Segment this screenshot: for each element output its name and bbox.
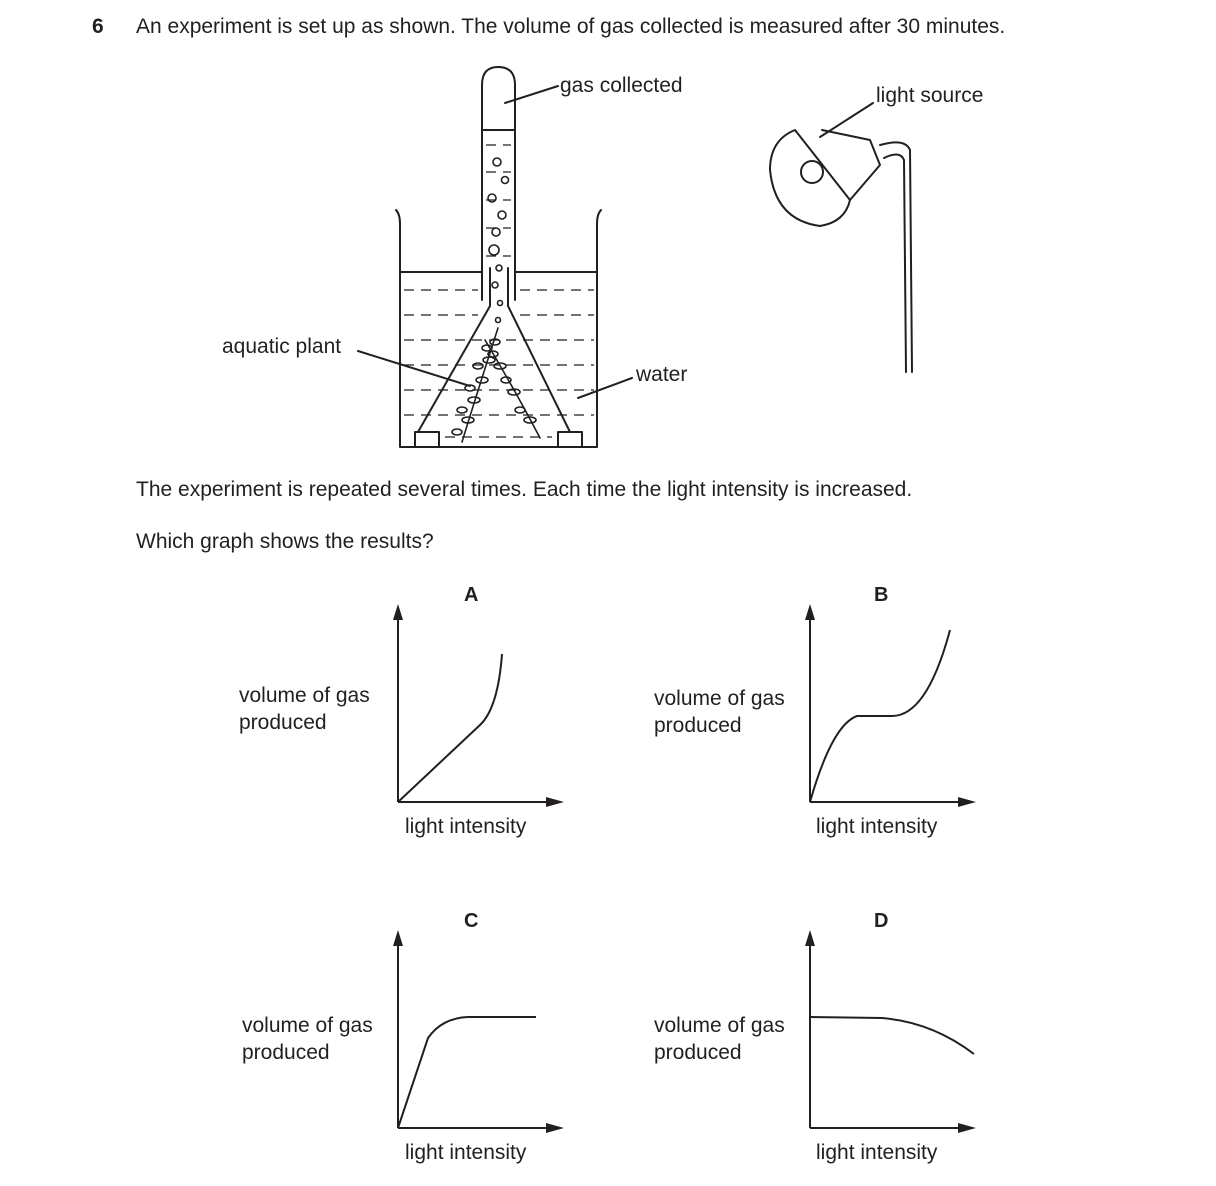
graph-c-curve	[398, 1017, 536, 1128]
graph-b	[792, 600, 982, 810]
question-number: 6	[92, 15, 104, 38]
graph-d-curve	[810, 1017, 974, 1054]
option-d-x-label: light intensity	[816, 1141, 938, 1164]
option-b-letter: B	[874, 584, 889, 606]
repeat-text: The experiment is repeated several times. Each time the light intensity is increased.	[136, 478, 913, 501]
support-block-left	[415, 432, 439, 447]
experiment-diagram	[0, 0, 1216, 470]
option-c-x-label: light intensity	[405, 1141, 527, 1164]
leader-gas	[505, 86, 558, 103]
option-c-letter: C	[464, 910, 479, 932]
option-b-x-label: light intensity	[816, 815, 938, 838]
label-gas-collected: gas collected	[560, 74, 683, 97]
water-dashes	[404, 145, 594, 437]
leader-light	[820, 103, 873, 137]
option-d-letter: D	[874, 910, 889, 932]
label-light-source: light source	[876, 84, 984, 107]
leader-water	[578, 378, 632, 398]
question-stem: An experiment is set up as shown. The volume of gas collected is measured after 30 minutes.	[136, 15, 1006, 38]
option-a-letter: A	[464, 584, 479, 606]
graph-a	[380, 600, 570, 810]
lamp	[770, 130, 912, 372]
label-water: water	[636, 363, 688, 386]
option-a-y-label: volume of gas produced	[239, 684, 370, 734]
graph-b-curve	[810, 630, 950, 802]
option-d-y-label: volume of gas produced	[654, 1014, 785, 1064]
graph-c	[380, 926, 570, 1136]
option-a-x-label: light intensity	[405, 815, 527, 838]
option-c-y-label: volume of gas produced	[242, 1014, 373, 1064]
graph-d	[792, 926, 982, 1136]
funnel	[418, 268, 490, 432]
question-prompt: Which graph shows the results?	[136, 530, 434, 553]
option-b-y-label: volume of gas produced	[654, 687, 785, 737]
support-block-right	[558, 432, 582, 447]
label-aquatic-plant: aquatic plant	[222, 335, 342, 358]
gas-bubbles	[488, 158, 509, 323]
graph-a-curve	[398, 654, 502, 802]
